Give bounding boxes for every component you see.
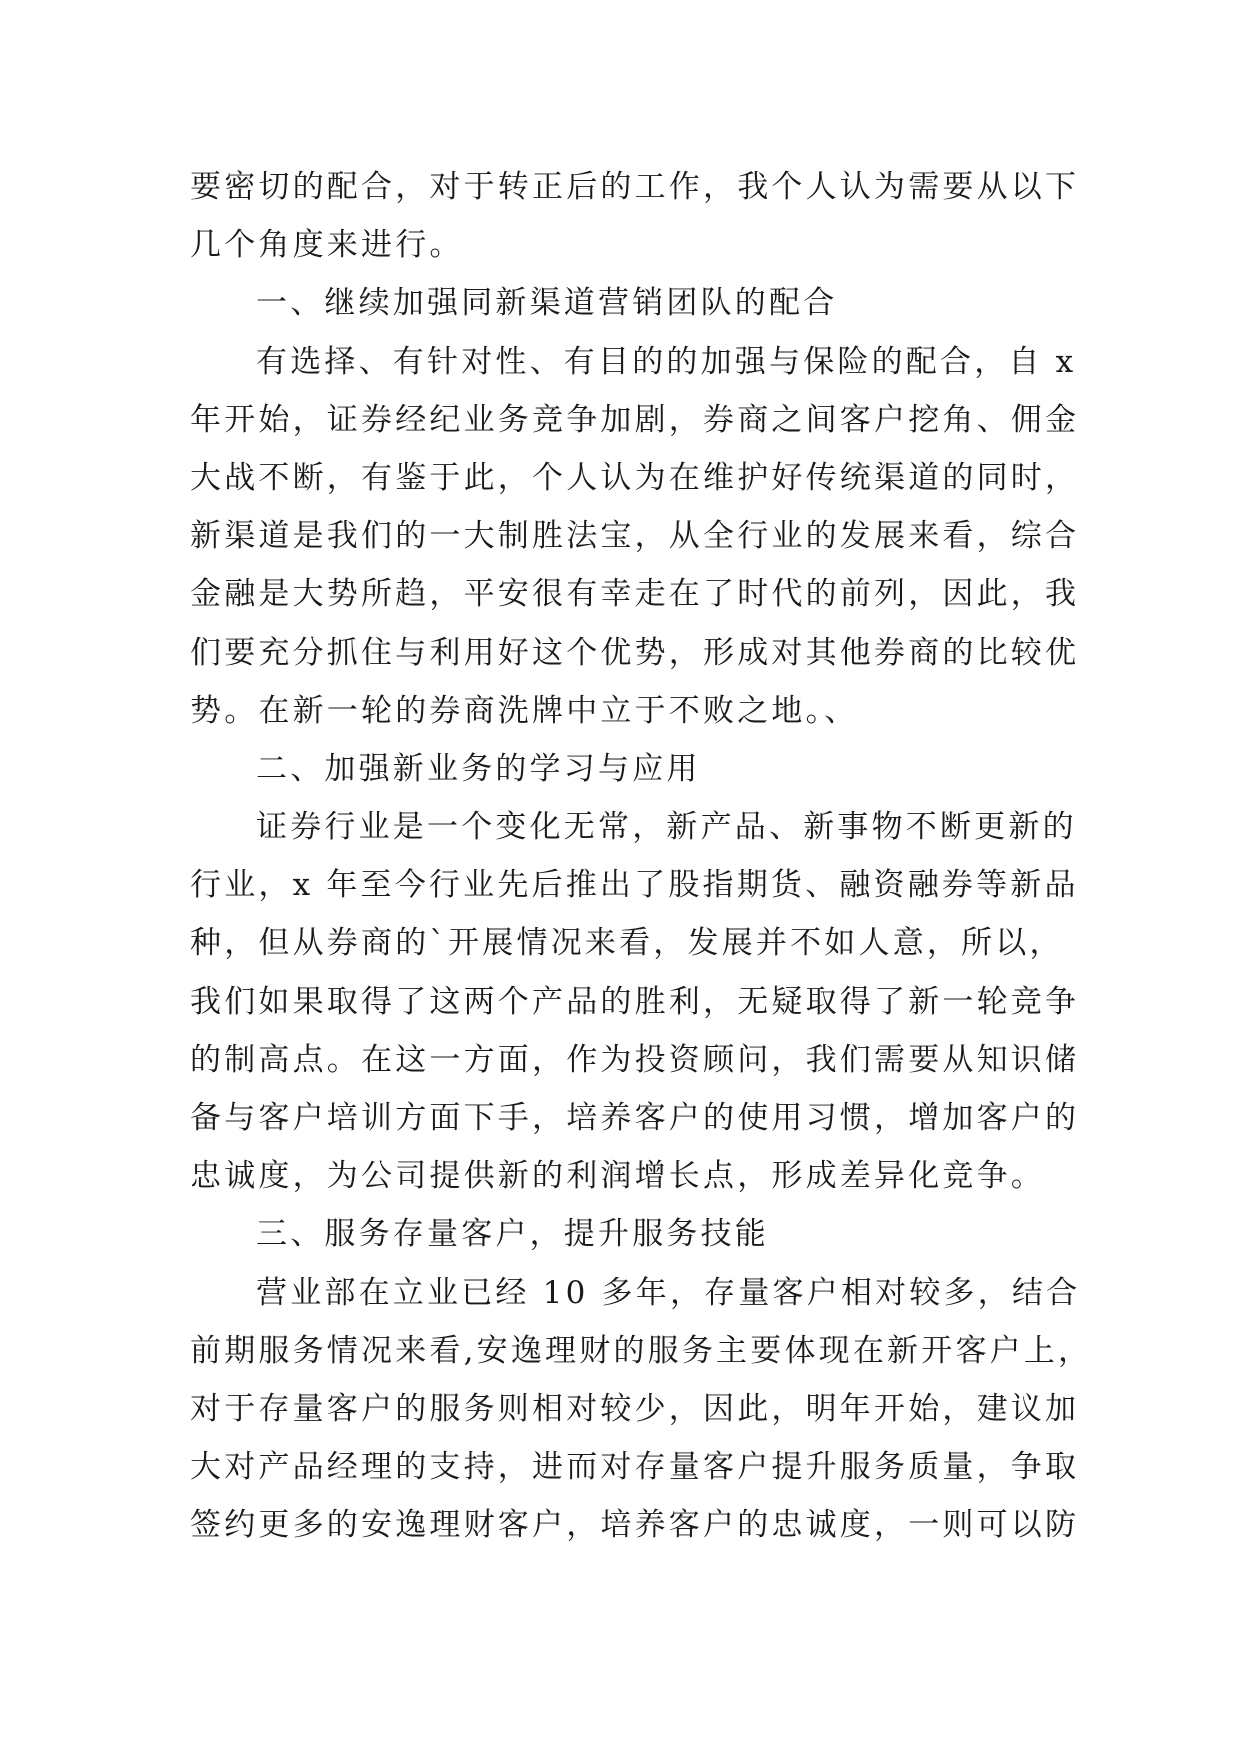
text-line: 证券行业是一个变化无常，新产品、新事物不断更新的 xyxy=(256,809,1077,846)
text-line: 大对产品经理的支持，进而对存量客户提升服务质量，争取 xyxy=(190,1449,1080,1486)
text-line: 金融是大势所趋，平安很有幸走在了时代的前列，因此，我 xyxy=(190,576,1080,613)
text-line: 二、加强新业务的学习与应用 xyxy=(256,750,701,787)
text-line: 有选择、有针对性、有目的的加强与保险的配合，自 x xyxy=(256,343,1077,380)
document-body xyxy=(190,158,1093,1555)
text-line: 大战不断，有鉴于此，个人认为在维护好传统渠道的同时， xyxy=(190,459,1080,496)
text-line: 我们如果取得了这两个产品的胜利，无疑取得了新一轮竞争 xyxy=(190,983,1080,1020)
text-line: 三、服务存量客户，提升服务技能 xyxy=(256,1216,769,1253)
text-line: 几个角度来进行。 xyxy=(190,227,464,264)
text-line: 前期服务情况来看,安逸理财的服务主要体现在新开客户上， xyxy=(190,1332,1093,1369)
text-line: 年开始，证券经纪业务竞争加剧，券商之间客户挖角、佣金 xyxy=(190,401,1080,438)
text-line: 的制高点。在这一方面，作为投资顾问，我们需要从知识储 xyxy=(190,1041,1080,1078)
text-line: 签约更多的安逸理财客户，培养客户的忠诚度，一则可以防 xyxy=(190,1507,1080,1544)
text-line: 忠诚度，为公司提供新的利润增长点，形成差异化竞争。 xyxy=(190,1158,1045,1195)
text-line: 新渠道是我们的一大制胜法宝，从全行业的发展来看，综合 xyxy=(190,518,1080,555)
text-line: 营业部在立业已经 10 多年，存量客户相对较多，结合 xyxy=(256,1274,1081,1311)
text-line: 势。在新一轮的券商洗牌中立于不败之地。、 xyxy=(190,692,859,729)
text-line: 要密切的配合，对于转正后的工作，我个人认为需要从以下 xyxy=(190,169,1080,205)
text-line: 种，但从券商的`开展情况来看，发展并不如人意，所以， xyxy=(190,925,1064,962)
text-line: 们要充分抓住与利用好这个优势，形成对其他券商的比较优 xyxy=(190,634,1080,671)
text-line: 备与客户培训方面下手，培养客户的使用习惯，增加客户的 xyxy=(190,1100,1080,1136)
text-line: 一、继续加强同新渠道营销团队的配合 xyxy=(256,285,838,322)
text-line: 行业，x 年至今行业先后推出了股指期货、融资融券等新品 xyxy=(190,867,1079,904)
text-line: 对于存量客户的服务则相对较少，因此，明年开始，建议加 xyxy=(190,1390,1080,1427)
